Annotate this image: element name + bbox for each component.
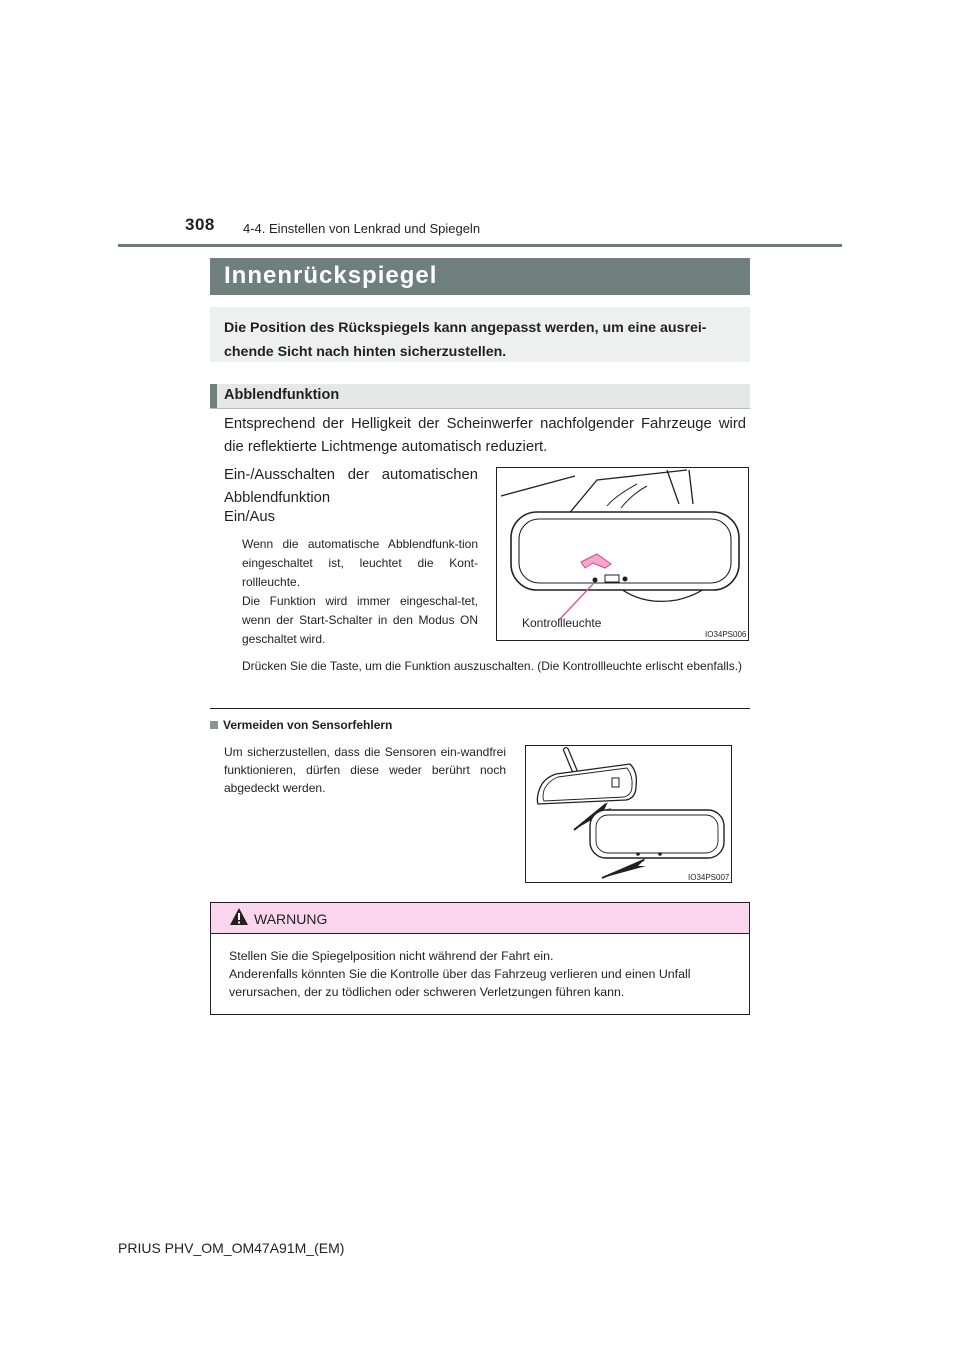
bullet-square-icon <box>210 721 218 729</box>
control-value: Ein/Aus <box>224 509 275 525</box>
warning-body <box>229 947 741 1001</box>
dimming-heading-bar <box>210 384 750 409</box>
page-number: 308 <box>185 215 215 234</box>
figure-code-2: IO34PS007 <box>688 873 730 882</box>
mirror-illustration <box>497 468 748 640</box>
header-rule <box>118 244 842 247</box>
warning-line-1: Stellen Sie die Spiegelposition nicht während der Fahrt ein. <box>229 949 554 963</box>
sensor-heading-text: Vermeiden von Sensorfehlern <box>223 718 393 732</box>
page-title: Innenrückspiegel <box>224 262 438 289</box>
control-label: Ein-/Ausschalten der automatischen Abblendfunktion <box>224 467 478 506</box>
sensor-illustration <box>526 746 731 882</box>
warning-line-2: Anderenfalls könnten Sie die Kontrolle über das Fahrzeug verlieren und einen Unfall verursachen, der zu tödlichen oder schweren Verletzungen führen kann. <box>229 967 691 999</box>
dimming-heading: Abblendfunktion <box>224 387 340 403</box>
warning-header <box>211 903 749 934</box>
sensor-text: Um sicherzustellen, dass die Sensoren ein-wandfrei funktionieren, dürfen diese weder berührt noch abgedeckt werden. <box>224 745 506 795</box>
dimming-notes <box>242 535 478 649</box>
intro-text: Die Position des Rückspiegels kann angepasst werden, um eine ausrei-chende Sicht nach hinten sicherzustellen. <box>224 320 707 360</box>
warning-title: WARNUNG <box>254 911 328 927</box>
note-always: Die Funktion wird immer eingeschal-tet, wenn der Start-Schalter in den Modus ON geschaltet wird. <box>242 594 478 646</box>
heading-marker <box>210 384 217 408</box>
section-divider <box>210 708 750 709</box>
note-on: Wenn die automatische Abblendfunk-tion eingeschaltet ist, leuchtet die Kont-rollleuchte. <box>242 537 478 589</box>
intro-box <box>210 307 750 362</box>
title-bar <box>210 258 750 295</box>
figure-code-1: IO34PS006 <box>705 630 747 639</box>
mirror-figure <box>496 467 749 641</box>
dimming-description: Entsprechend der Helligkeit der Scheinwerfer nachfolgender Fahrzeuge wird die reflektierte Lichtmenge automatisch reduziert. <box>224 416 746 455</box>
note-off: Drücken Sie die Taste, um die Funktion auszuschalten. (Die Kontrollleuchte erlischt ebenfalls.) <box>242 659 743 673</box>
indicator-label: Kontrollleuchte <box>522 616 602 630</box>
section-path: 4-4. Einstellen von Lenkrad und Spiegeln <box>243 221 481 236</box>
footer-doc-id: PRIUS PHV_OM_OM47A91M_(EM) <box>118 1240 345 1256</box>
sensor-heading <box>210 718 392 732</box>
warning-box <box>210 902 750 1015</box>
warning-triangle-icon <box>229 907 249 927</box>
sensor-figure <box>525 745 732 883</box>
